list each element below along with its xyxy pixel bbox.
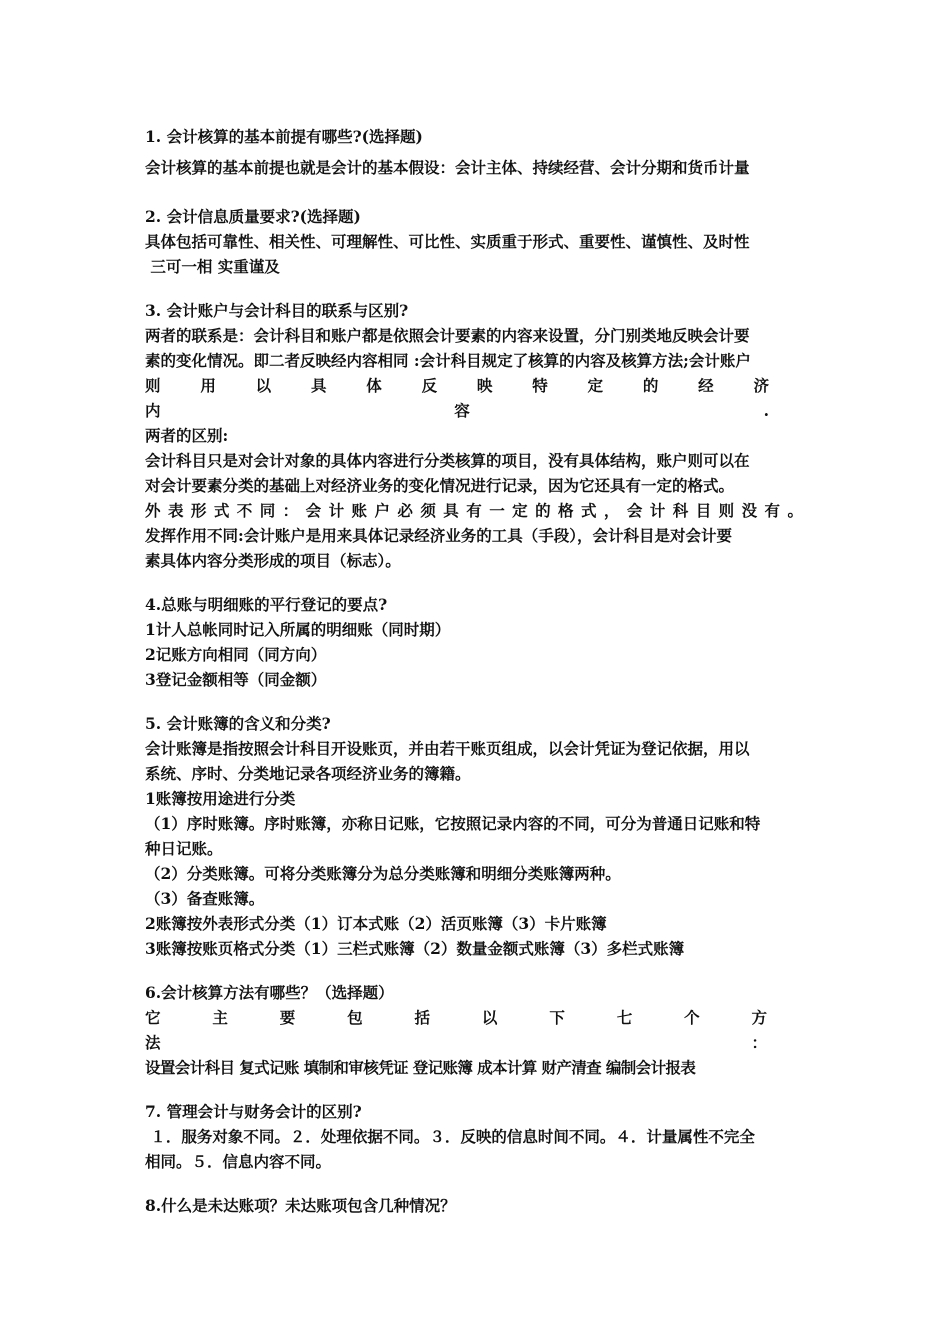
document-page [145, 124, 807, 1218]
answer-3-line: 则用以具体反映特定的经济内容. [145, 376, 807, 420]
answer-6-line: 设置会计科目 复式记账 填制和审核凭证 登记账簿 成本计算 财产清查 编制会计报表 [145, 1058, 696, 1077]
section-4 [145, 592, 807, 692]
answer-3-line: 两者的联系是：会计科目和账户都是依照会计要素的内容来设置，分门别类地反映会计要 [145, 326, 750, 345]
answer-3-line: 外表形式不同：会计账户必须具有一定的格式，会计科目则没有。 [145, 501, 807, 520]
section-5 [145, 711, 807, 961]
section-3 [145, 298, 807, 573]
section-8 [145, 1193, 807, 1218]
section-7 [145, 1099, 807, 1174]
section-6 [145, 980, 807, 1080]
answer-4-line: 1计人总帐同时记入所属的明细账（同时期） [145, 620, 451, 639]
answer-7-line: １．服务对象不同。２．处理依据不同。３．反映的信息时间不同。４．计量属性不完全 [145, 1127, 755, 1146]
section-1 [145, 124, 807, 180]
answer-5-line: （3）备查账簿。 [145, 889, 265, 908]
answer-5-line: （2）分类账簿。可将分类账簿分为总分类账簿和明细分类账簿两种。 [145, 864, 621, 883]
answer-3-line: 两者的区别: [145, 426, 229, 445]
question-7-heading: 7. 管理会计与财务会计的区别? [145, 1102, 362, 1121]
answer-5-line: 2账簿按外表形式分类（1）订本式账（2）活页账簿（3）卡片账簿 [145, 914, 607, 933]
answer-4-line: 2记账方向相同（同方向） [145, 645, 327, 664]
answer-3-line: 发挥作用不同:会计账户是用来具体记录经济业务的工具（手段），会计科目是对会计要 [145, 526, 732, 545]
answer-2-line: 三可一相 实重谨及 [145, 257, 280, 276]
answer-1-line: 会计核算的基本前提也就是会计的基本假设：会计主体、持续经营、会计分期和货币计量 [145, 158, 750, 177]
question-8-heading: 8.什么是未达账项？未达账项包含几种情况？ [145, 1196, 456, 1215]
answer-3-line: 会计科目只是对会计对象的具体内容进行分类核算的项目，没有具体结构，账户则可以在 [145, 451, 750, 470]
question-6-heading: 6.会计核算方法有哪些？（选择题） [145, 983, 394, 1002]
answer-5-line: 3账簿按账页格式分类（1）三栏式账簿（2）数量金额式账簿（3）多栏式账簿 [145, 939, 685, 958]
question-2-heading: 2. 会计信息质量要求?(选择题) [145, 207, 361, 226]
question-4-heading: 4.总账与明细账的平行登记的要点? [145, 595, 388, 614]
answer-5-line: 系统、序时、分类地记录各项经济业务的簿籍。 [145, 764, 471, 783]
answer-7-line: 相同。５．信息内容不同。 [145, 1152, 332, 1171]
answer-5-line: 种日记账。 [145, 839, 223, 858]
answer-5-line: （1）序时账簿。序时账簿，亦称日记账，它按照记录内容的不同，可分为普通日记账和特 [145, 814, 761, 833]
question-1-heading: 1. 会计核算的基本前提有哪些?(选择题) [145, 127, 423, 146]
answer-6-line: 它主要包括以下七个方法： [145, 1008, 807, 1052]
answer-5-line: 1账簿按用途进行分类 [145, 789, 296, 808]
answer-5-line: 会计账簿是指按照会计科目开设账页，并由若干账页组成，以会计凭证为登记依据，用以 [145, 739, 750, 758]
answer-4-line: 3登记金额相等（同金额） [145, 670, 327, 689]
question-5-heading: 5. 会计账簿的含义和分类? [145, 714, 331, 733]
answer-3-line: 对会计要素分类的基础上对经济业务的变化情况进行记录，因为它还具有一定的格式。 [145, 476, 735, 495]
question-3-heading: 3. 会计账户与会计科目的联系与区别? [145, 301, 409, 320]
answer-3-line: 素具体内容分类形成的项目（标志）。 [145, 551, 401, 570]
section-2 [145, 204, 807, 279]
answer-2-line: 具体包括可靠性、相关性、可理解性、可比性、实质重于形式、重要性、谨慎性、及时性 [145, 232, 750, 251]
answer-3-line: 素的变化情况。即二者反映经内容相同 :会计科目规定了核算的内容及核算方法;会计账户 [145, 351, 751, 370]
